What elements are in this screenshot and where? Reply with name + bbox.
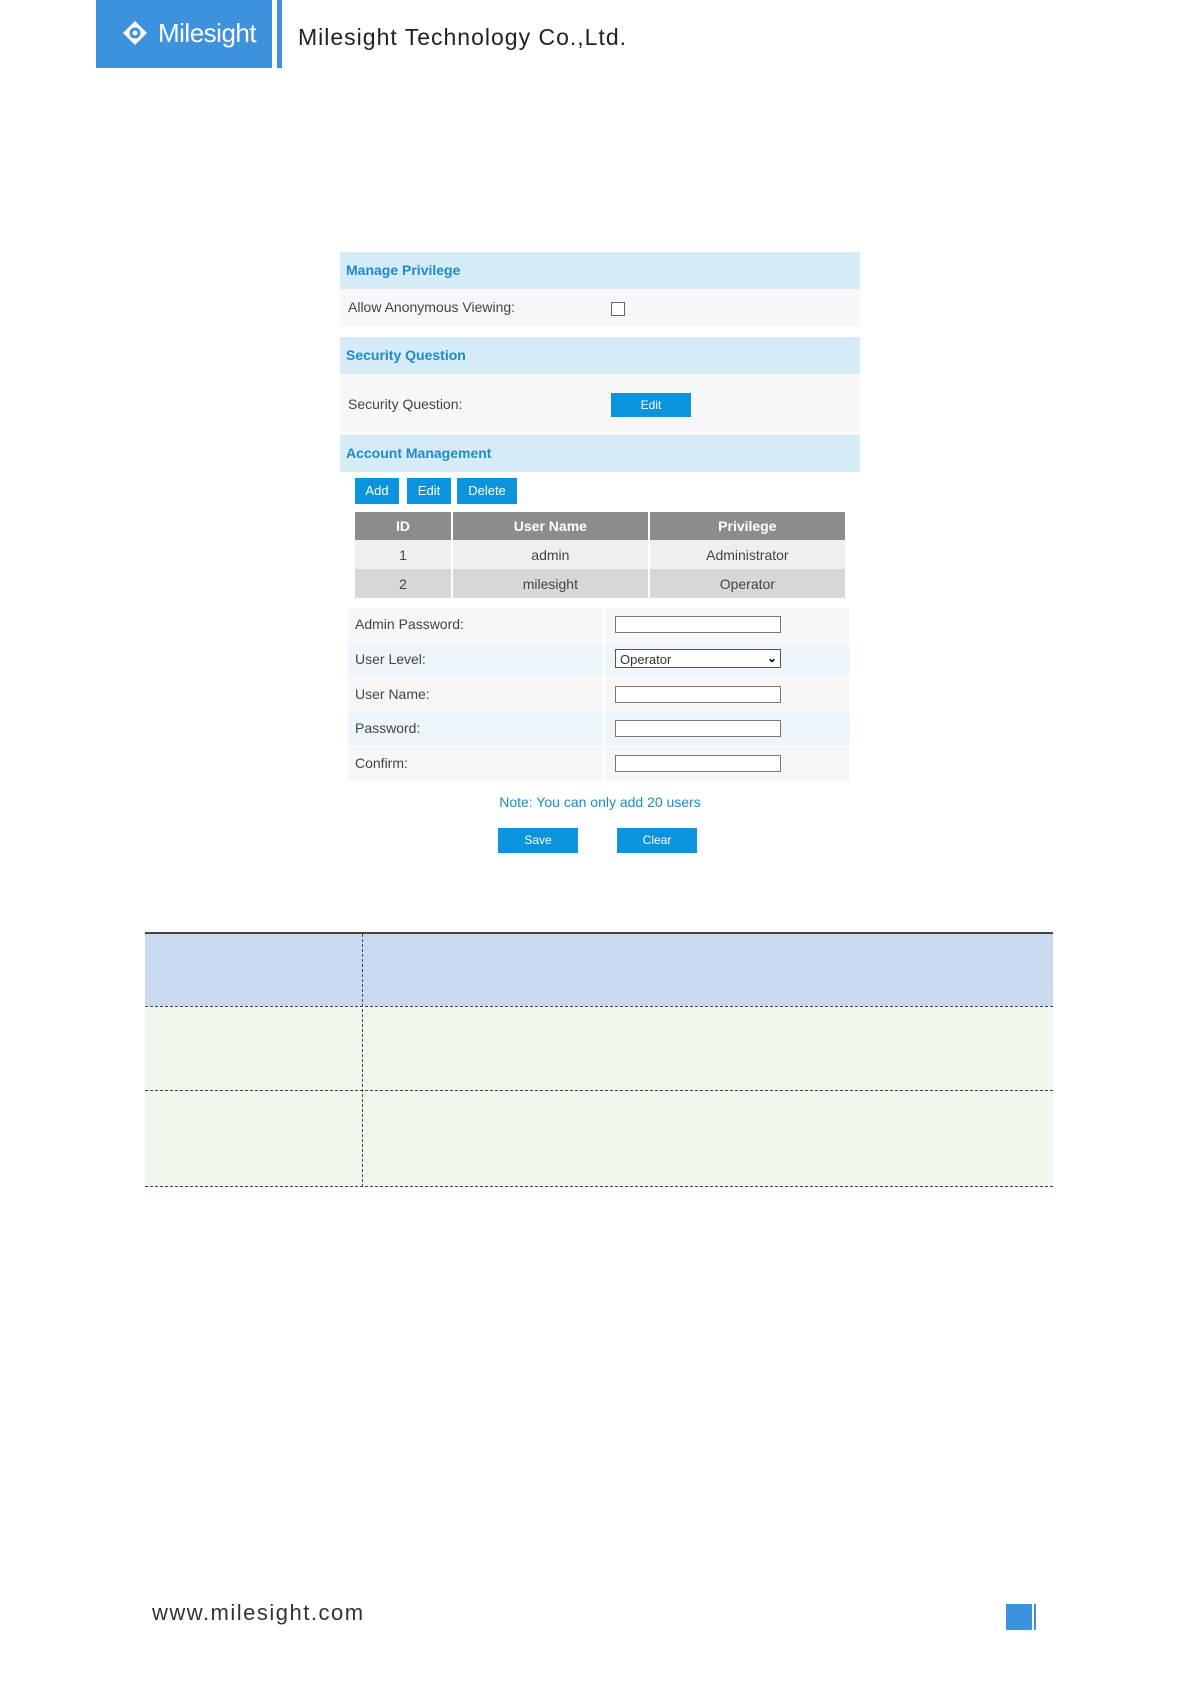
header-stripe: [277, 0, 282, 68]
admin-password-label: Admin Password:: [355, 616, 464, 632]
delete-user-button[interactable]: Delete: [457, 478, 517, 504]
admin-password-input[interactable]: [615, 616, 781, 633]
table-header-row: [145, 934, 1053, 1006]
admin-password-row: [348, 608, 850, 642]
anonymous-viewing-row: [340, 289, 860, 326]
anonymous-viewing-checkbox[interactable]: [611, 302, 625, 316]
user-table-header: [355, 512, 845, 540]
password-input[interactable]: [615, 720, 781, 737]
password-label: Password:: [355, 720, 421, 736]
user-privilege: Operator: [649, 569, 845, 598]
user-level-value: Operator: [620, 652, 672, 667]
row-divider: [145, 1090, 1053, 1091]
security-question-label: Security Question:: [348, 396, 463, 412]
user-level-select[interactable]: [615, 649, 781, 668]
user-level-label: User Level:: [355, 651, 426, 667]
user-name-row: [348, 678, 850, 712]
row-divider: [145, 1186, 1053, 1187]
user-name: milesight: [452, 569, 649, 598]
column-divider: [362, 934, 363, 1187]
user-level-row: [348, 643, 850, 677]
column-header-id: ID: [355, 512, 452, 540]
account-management-header: Account Management: [340, 435, 860, 472]
user-name-input[interactable]: [615, 686, 781, 703]
manage-privilege-header: Manage Privilege: [340, 252, 860, 289]
chevron-down-icon: ⌄: [766, 651, 777, 665]
user-name: admin: [452, 540, 649, 569]
clear-button[interactable]: Clear: [617, 828, 697, 853]
add-user-button[interactable]: Add: [355, 478, 399, 504]
milesight-logo: [96, 0, 272, 68]
confirm-row: [348, 747, 850, 781]
security-question-header: Security Question: [340, 337, 860, 374]
confirm-password-input[interactable]: [615, 755, 781, 772]
security-question-row: [340, 374, 860, 432]
milesight-logo-icon: [122, 20, 148, 46]
user-name-label: User Name:: [355, 686, 430, 702]
parameter-table: [145, 932, 1053, 1188]
security-question-edit-button[interactable]: Edit: [611, 393, 691, 417]
row-divider: [145, 1006, 1053, 1007]
table-row: [145, 1090, 1053, 1187]
company-name: Milesight Technology Co.,Ltd.: [298, 24, 628, 50]
column-header-user-name: User Name: [452, 512, 649, 540]
edit-user-button[interactable]: Edit: [407, 478, 451, 504]
table-row[interactable]: [355, 540, 845, 569]
logo-text: Milesight: [158, 18, 257, 48]
password-row: [348, 712, 850, 746]
table-row[interactable]: [355, 569, 845, 598]
user-limit-note: Note: You can only add 20 users: [499, 794, 701, 810]
page-marker: [1006, 1604, 1032, 1630]
user-id: 1: [355, 540, 452, 569]
confirm-label: Confirm:: [355, 755, 408, 771]
user-table: [355, 512, 845, 598]
anonymous-viewing-label: Allow Anonymous Viewing:: [348, 299, 516, 315]
user-id: 2: [355, 569, 452, 598]
column-header-privilege: Privilege: [649, 512, 845, 540]
table-row: [145, 1006, 1053, 1090]
user-privilege: Administrator: [649, 540, 845, 569]
page-marker-bar: [1034, 1604, 1036, 1630]
save-button[interactable]: Save: [498, 828, 578, 853]
footer-url: www.milesight.com: [152, 1600, 365, 1625]
